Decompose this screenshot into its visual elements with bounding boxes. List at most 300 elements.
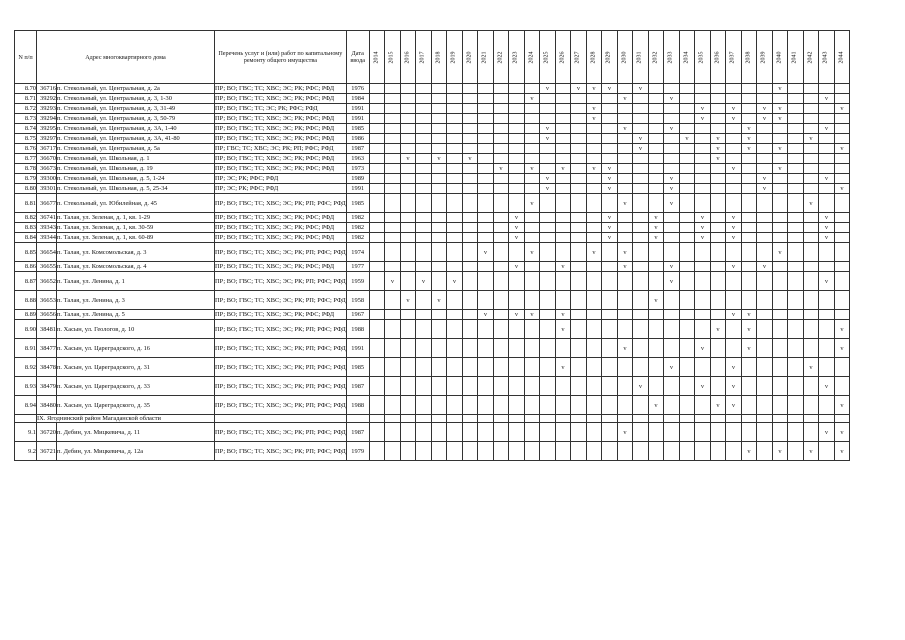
- year-cell: [648, 423, 664, 442]
- empty-cell: [555, 415, 571, 423]
- year-cell: [834, 174, 850, 184]
- year-cell: [462, 164, 478, 174]
- year-cell: [772, 396, 788, 415]
- header-year: Дата ввода: [346, 31, 369, 84]
- year-cell: [431, 272, 447, 291]
- year-cell: [772, 358, 788, 377]
- year-cell: [462, 320, 478, 339]
- year-cell: [493, 144, 509, 154]
- year-cell: [540, 223, 556, 233]
- table-row: [15, 194, 850, 213]
- year-cell: [803, 339, 819, 358]
- repair-mark: v: [447, 272, 463, 291]
- year-cell: [524, 114, 540, 124]
- year-cell: [788, 114, 804, 124]
- year-cell: [788, 291, 804, 310]
- year-cell: [664, 84, 680, 94]
- year-cell: [648, 262, 664, 272]
- year-cell: [633, 164, 649, 174]
- year-cell: [602, 262, 618, 272]
- year-cell: [524, 291, 540, 310]
- year-cell: [757, 233, 773, 243]
- year-cell: [602, 104, 618, 114]
- year-built-cell: 1987: [346, 377, 369, 396]
- year-cell: [710, 174, 726, 184]
- year-cell: [431, 164, 447, 174]
- services-cell: ПР; ВО; ГВС; ТС; ХВС; ЭС; РК; РП; РФС; РФД: [215, 272, 347, 291]
- year-cell: [540, 310, 556, 320]
- year-cell: [741, 423, 757, 442]
- year-cell: [493, 233, 509, 243]
- year-cell: [741, 291, 757, 310]
- services-cell: ПР; ВО; ГВС; ТС; ХВС; ЭС; РК; РП; РФС; РФД: [215, 243, 347, 262]
- year-cell: [648, 320, 664, 339]
- year-cell: [493, 184, 509, 194]
- empty-cell: [679, 415, 695, 423]
- year-cell: [664, 396, 680, 415]
- year-cell: [493, 310, 509, 320]
- repair-mark: v: [400, 291, 416, 310]
- repair-mark: v: [540, 184, 556, 194]
- year-cell: [369, 154, 385, 164]
- repair-mark: v: [726, 233, 742, 243]
- year-cell: [493, 423, 509, 442]
- year-cell: [400, 272, 416, 291]
- year-cell: [586, 262, 602, 272]
- header-year-2028: [586, 31, 602, 84]
- year-cell: [369, 339, 385, 358]
- year-cell: [447, 291, 463, 310]
- repair-mark: v: [509, 310, 525, 320]
- repair-mark: v: [664, 262, 680, 272]
- services-cell: ПР; ВО; ГВС; ТС; ХВС; ЭС; РК; РП; РФС; РФД: [215, 291, 347, 310]
- year-cell: [819, 184, 835, 194]
- year-cell: [524, 396, 540, 415]
- year-cell: [757, 291, 773, 310]
- year-cell: [462, 84, 478, 94]
- year-cell: [416, 174, 432, 184]
- num: 8.73: [15, 114, 37, 124]
- year-cell: [772, 339, 788, 358]
- year-cell: [416, 154, 432, 164]
- year-cell: [617, 272, 633, 291]
- repair-mark: v: [586, 84, 602, 94]
- year-cell: [788, 94, 804, 104]
- year-cell: [679, 233, 695, 243]
- repair-mark: v: [819, 223, 835, 233]
- year-cell: [555, 114, 571, 124]
- address-cell: п. Стекольный, ул. Центральная, д. 3А, 41-80: [57, 134, 215, 144]
- header-year-2015: [385, 31, 401, 84]
- year-cell: [788, 213, 804, 223]
- year-cell: [819, 104, 835, 114]
- empty-cell: [369, 415, 385, 423]
- year-cell: [679, 291, 695, 310]
- year-built-cell: 1958: [346, 291, 369, 310]
- year-cell: [788, 223, 804, 233]
- header-year-label: 2015: [388, 51, 395, 64]
- year-cell: [741, 174, 757, 184]
- year-cell: [772, 174, 788, 184]
- year-cell: [462, 442, 478, 461]
- year-cell: [633, 154, 649, 164]
- year-cell: [478, 124, 494, 134]
- year-cell: [757, 94, 773, 104]
- year-cell: [493, 339, 509, 358]
- year-cell: [400, 194, 416, 213]
- repair-mark: v: [772, 104, 788, 114]
- repair-mark: v: [586, 164, 602, 174]
- year-cell: [710, 194, 726, 213]
- year-cell: [664, 291, 680, 310]
- year-cell: [679, 84, 695, 94]
- year-cell: [385, 134, 401, 144]
- year-cell: [462, 114, 478, 124]
- year-built-cell: 1991: [346, 104, 369, 114]
- year-cell: [462, 262, 478, 272]
- year-cell: [462, 377, 478, 396]
- year-cell: [679, 310, 695, 320]
- table-row: [15, 396, 850, 415]
- header-services: Перечень услуг и (или) работ по капитальному ремонту общего имущества: [215, 31, 347, 84]
- year-cell: [509, 320, 525, 339]
- year-cell: [416, 194, 432, 213]
- repair-mark: v: [741, 124, 757, 134]
- year-cell: [695, 423, 711, 442]
- year-cell: [509, 164, 525, 174]
- year-built-cell: 1979: [346, 442, 369, 461]
- table-row: [15, 291, 850, 310]
- year-cell: [602, 291, 618, 310]
- year-cell: [586, 124, 602, 134]
- year-cell: [757, 194, 773, 213]
- table-row: [15, 134, 850, 144]
- year-cell: [462, 223, 478, 233]
- year-cell: [431, 124, 447, 134]
- year-cell: [447, 339, 463, 358]
- section-title: IX. Ягоднинский район Магаданской области: [37, 415, 215, 423]
- repair-mark: v: [602, 84, 618, 94]
- year-cell: [803, 154, 819, 164]
- empty-cell: [462, 415, 478, 423]
- year-cell: [679, 174, 695, 184]
- year-cell: [803, 377, 819, 396]
- repair-mark: v: [803, 442, 819, 461]
- year-cell: [834, 114, 850, 124]
- year-cell: [369, 84, 385, 94]
- header-year-2030: [617, 31, 633, 84]
- year-cell: [710, 124, 726, 134]
- year-cell: [834, 310, 850, 320]
- year-cell: [788, 194, 804, 213]
- code: 36652: [37, 272, 57, 291]
- year-cell: [710, 377, 726, 396]
- year-cell: [819, 194, 835, 213]
- year-cell: [493, 213, 509, 223]
- header-year-label: 2032: [652, 51, 659, 64]
- repair-mark: v: [509, 262, 525, 272]
- table-row: [15, 144, 850, 154]
- year-cell: [757, 423, 773, 442]
- year-cell: [400, 377, 416, 396]
- year-cell: [648, 339, 664, 358]
- header-year-label: 2029: [605, 51, 612, 64]
- empty-cell: [772, 415, 788, 423]
- year-built-cell: 1989: [346, 174, 369, 184]
- repair-mark: v: [834, 396, 850, 415]
- year-cell: [633, 94, 649, 104]
- year-cell: [493, 272, 509, 291]
- year-cell: [695, 320, 711, 339]
- year-cell: [617, 310, 633, 320]
- repair-mark: v: [648, 213, 664, 223]
- year-cell: [741, 184, 757, 194]
- year-cell: [633, 233, 649, 243]
- year-cell: [385, 320, 401, 339]
- year-cell: [834, 233, 850, 243]
- address-cell: п. Хасын, ул. Геологов, д. 10: [57, 320, 215, 339]
- year-cell: [803, 184, 819, 194]
- num: 8.92: [15, 358, 37, 377]
- year-cell: [819, 154, 835, 164]
- table-row: [15, 243, 850, 262]
- table-row: [15, 310, 850, 320]
- year-cell: [524, 124, 540, 134]
- year-cell: [679, 243, 695, 262]
- year-cell: [648, 114, 664, 124]
- year-cell: [803, 164, 819, 174]
- table-row: [15, 262, 850, 272]
- header-year-2043: [819, 31, 835, 84]
- empty-cell: [819, 415, 835, 423]
- year-cell: [617, 223, 633, 233]
- year-cell: [664, 233, 680, 243]
- year-cell: [710, 272, 726, 291]
- year-cell: [741, 223, 757, 233]
- year-cell: [772, 223, 788, 233]
- code: 36673: [37, 164, 57, 174]
- year-cell: [416, 124, 432, 134]
- year-cell: [571, 358, 587, 377]
- empty-cell: [509, 415, 525, 423]
- num: 8.74: [15, 124, 37, 134]
- header-address: Адрес многоквартирного дома: [37, 31, 215, 84]
- services-cell: ПР; ВО; ГВС; ТС; ХВС; ЭС; РК; РФС; РФД: [215, 134, 347, 144]
- header-year-2021: [478, 31, 494, 84]
- year-cell: [509, 94, 525, 104]
- year-cell: [741, 377, 757, 396]
- year-cell: [726, 144, 742, 154]
- header-year-2027: [571, 31, 587, 84]
- year-cell: [416, 396, 432, 415]
- year-cell: [602, 114, 618, 124]
- num: 8.89: [15, 310, 37, 320]
- year-cell: [803, 396, 819, 415]
- code: 38477: [37, 339, 57, 358]
- repair-mark: v: [555, 262, 571, 272]
- year-cell: [679, 223, 695, 233]
- year-cell: [478, 174, 494, 184]
- year-cell: [493, 134, 509, 144]
- year-cell: [524, 174, 540, 184]
- year-cell: [447, 262, 463, 272]
- year-cell: [819, 164, 835, 174]
- year-built-cell: 1987: [346, 144, 369, 154]
- header-year-label: 2041: [791, 51, 798, 64]
- repair-mark: v: [819, 124, 835, 134]
- year-cell: [385, 184, 401, 194]
- year-built-cell: 1977: [346, 262, 369, 272]
- year-cell: [400, 124, 416, 134]
- header-year-2032: [648, 31, 664, 84]
- year-cell: [664, 114, 680, 124]
- year-cell: [679, 213, 695, 223]
- repair-mark: v: [819, 377, 835, 396]
- year-cell: [462, 134, 478, 144]
- year-cell: [400, 233, 416, 243]
- year-cell: [416, 377, 432, 396]
- year-cell: [602, 134, 618, 144]
- year-cell: [416, 84, 432, 94]
- address-cell: п. Талая, ул. Ленина, д. 1: [57, 272, 215, 291]
- year-cell: [648, 184, 664, 194]
- year-cell: [803, 223, 819, 233]
- year-cell: [710, 339, 726, 358]
- empty-cell: [385, 415, 401, 423]
- year-cell: [788, 184, 804, 194]
- year-cell: [447, 184, 463, 194]
- repair-mark: v: [710, 320, 726, 339]
- header-year-label: 2028: [590, 51, 597, 64]
- year-cell: [431, 233, 447, 243]
- year-cell: [447, 423, 463, 442]
- year-cell: [803, 213, 819, 223]
- year-cell: [385, 164, 401, 174]
- services-cell: ПР; ВО; ГВС; ТС; ХВС; ЭС; РК; РП; РФС; РФД: [215, 377, 347, 396]
- header-year-2024: [524, 31, 540, 84]
- num: 8.77: [15, 154, 37, 164]
- header-year-2018: [431, 31, 447, 84]
- year-cell: [462, 94, 478, 104]
- year-cell: [540, 339, 556, 358]
- table-body: [15, 84, 850, 461]
- year-cell: [509, 194, 525, 213]
- year-cell: [710, 114, 726, 124]
- year-cell: [509, 339, 525, 358]
- year-cell: [385, 243, 401, 262]
- year-cell: [772, 154, 788, 164]
- services-cell: ПР; ВО; ГВС; ТС; ХВС; ЭС; РК; РФС; РФД: [215, 310, 347, 320]
- year-cell: [633, 194, 649, 213]
- year-cell: [648, 174, 664, 184]
- code: 36720: [37, 423, 57, 442]
- year-cell: [757, 134, 773, 144]
- repair-mark: v: [633, 84, 649, 94]
- year-cell: [602, 94, 618, 104]
- year-cell: [741, 94, 757, 104]
- empty-cell: [400, 415, 416, 423]
- year-cell: [540, 442, 556, 461]
- year-cell: [416, 114, 432, 124]
- code: 36677: [37, 194, 57, 213]
- code: 36670: [37, 154, 57, 164]
- year-cell: [540, 291, 556, 310]
- year-cell: [447, 154, 463, 164]
- services-cell: ПР; ВО; ГВС; ТС; ХВС; ЭС; РК; РП; РФС; РФД: [215, 442, 347, 461]
- year-cell: [772, 94, 788, 104]
- header-year-label: 2044: [838, 51, 845, 64]
- repair-mark: v: [416, 272, 432, 291]
- year-cell: [571, 194, 587, 213]
- services-cell: ПР; ВО; ГВС; ТС; ХВС; ЭС; РК; РП; РФС; РФД: [215, 396, 347, 415]
- year-cell: [586, 223, 602, 233]
- year-cell: [741, 272, 757, 291]
- year-cell: [803, 320, 819, 339]
- year-cell: [772, 233, 788, 243]
- year-cell: [524, 320, 540, 339]
- year-cell: [772, 184, 788, 194]
- repair-mark: v: [509, 233, 525, 243]
- year-cell: [602, 144, 618, 154]
- year-cell: [648, 124, 664, 134]
- year-cell: [385, 310, 401, 320]
- year-cell: [540, 272, 556, 291]
- year-cell: [726, 423, 742, 442]
- year-cell: [788, 154, 804, 164]
- repair-mark: v: [664, 174, 680, 184]
- num: 8.70: [15, 84, 37, 94]
- year-cell: [524, 377, 540, 396]
- year-cell: [509, 174, 525, 184]
- year-cell: [385, 233, 401, 243]
- year-cell: [757, 320, 773, 339]
- table-row: [15, 272, 850, 291]
- year-cell: [586, 154, 602, 164]
- year-cell: [602, 396, 618, 415]
- year-cell: [757, 377, 773, 396]
- repair-mark: v: [602, 233, 618, 243]
- repair-mark: v: [617, 243, 633, 262]
- year-cell: [478, 144, 494, 154]
- year-cell: [617, 174, 633, 184]
- section-row: [15, 415, 850, 423]
- year-cell: [617, 144, 633, 154]
- code: 36721: [37, 442, 57, 461]
- year-cell: [431, 377, 447, 396]
- address-cell: п. Хасын, ул. Цареградского, д. 31: [57, 358, 215, 377]
- services-cell: ПР; ВО; ГВС; ТС; ХВС; ЭС; РК; РФС; РФД: [215, 114, 347, 124]
- repair-mark: v: [400, 154, 416, 164]
- section-spacer: [15, 415, 37, 423]
- year-cell: [462, 144, 478, 154]
- year-cell: [369, 423, 385, 442]
- year-cell: [586, 272, 602, 291]
- table-row: [15, 223, 850, 233]
- year-cell: [602, 358, 618, 377]
- year-cell: [509, 377, 525, 396]
- header-year-label: 2019: [450, 51, 457, 64]
- year-cell: [633, 174, 649, 184]
- repair-mark: v: [726, 310, 742, 320]
- year-cell: [757, 223, 773, 233]
- repair-mark: v: [509, 223, 525, 233]
- repair-mark: v: [555, 164, 571, 174]
- year-cell: [726, 272, 742, 291]
- year-cell: [431, 310, 447, 320]
- year-cell: [834, 272, 850, 291]
- num: 8.82: [15, 213, 37, 223]
- empty-cell: [493, 415, 509, 423]
